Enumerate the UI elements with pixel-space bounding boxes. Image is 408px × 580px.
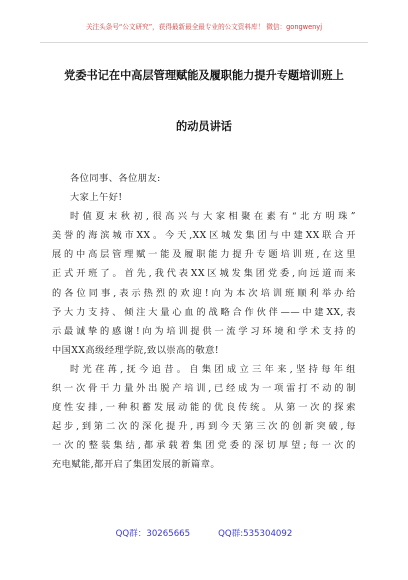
paragraph-line: 一次的整装集结,都承载着集团党委的深切厚望;每一次的 bbox=[52, 440, 356, 452]
paragraph-line: 充电赋能,都开启了集团发展的新篇章。 bbox=[52, 459, 221, 471]
page-header-banner bbox=[40, 20, 368, 43]
paragraph-line: 时值夏末秋初,很高兴与大家相聚在素有“北方明珠” bbox=[70, 211, 356, 223]
footer-qq-group-1: QQ群：30265665 bbox=[115, 529, 191, 539]
paragraph-line: 时光荏苒,抚今追昔。自集团成立三年来,坚持每年组 bbox=[70, 363, 356, 375]
paragraph-line: 中国XX高级经理学院,致以崇高的敬意! bbox=[52, 344, 220, 356]
paragraph-line: 的各位同事,表示热烈的欢迎!向为本次培训班顺利举办给 bbox=[52, 287, 356, 299]
paragraph-line: 度性安排,一种积蓄发展动能的优良传统。从第一次的探索 bbox=[52, 402, 356, 414]
speech-body bbox=[52, 169, 356, 475]
document-title-line-2: 的动员讲话 bbox=[176, 120, 232, 133]
paragraph-line: 正式开班了。首先,我代表XX区城发集团党委,向远道而来 bbox=[52, 268, 356, 280]
paragraph-line: 展的中高层管理赋一能及履职能力提升专题培训班,在这里 bbox=[52, 249, 356, 261]
salutation: 各位同事、各位朋友: bbox=[70, 173, 161, 184]
paragraph-line: 示最诚挚的感谢!向为培训提供一流学习环境和学术支持的 bbox=[52, 325, 356, 337]
page-footer bbox=[0, 527, 408, 539]
paragraph-line: 美誉的海滨城市XX。今天,XX区城发集团与中建XX联合开 bbox=[52, 230, 356, 242]
document-title-line-1: 党委书记在中高层管理赋能及履职能力提升专题培训班上 bbox=[64, 69, 344, 82]
footer-qq-group-2: QQ群:535304092 bbox=[218, 529, 293, 539]
paragraph-line: 予大力支持、倾注大量心血的战略合作伙伴——中建XX,表 bbox=[52, 306, 356, 318]
greeting: 大家上午好! bbox=[70, 192, 123, 204]
paragraph-line: 织一次骨干力量外出脱产培训,已经成为一项雷打不动的制 bbox=[52, 383, 356, 395]
paragraph-line: 起步,到第二次的深化提升,再到今天第三次的创新突破,每 bbox=[52, 421, 356, 433]
header-text: 关注头条号“公文研究”，获得最新最全最专业的公文资料库！ 微信：gongwenyj bbox=[85, 23, 323, 31]
